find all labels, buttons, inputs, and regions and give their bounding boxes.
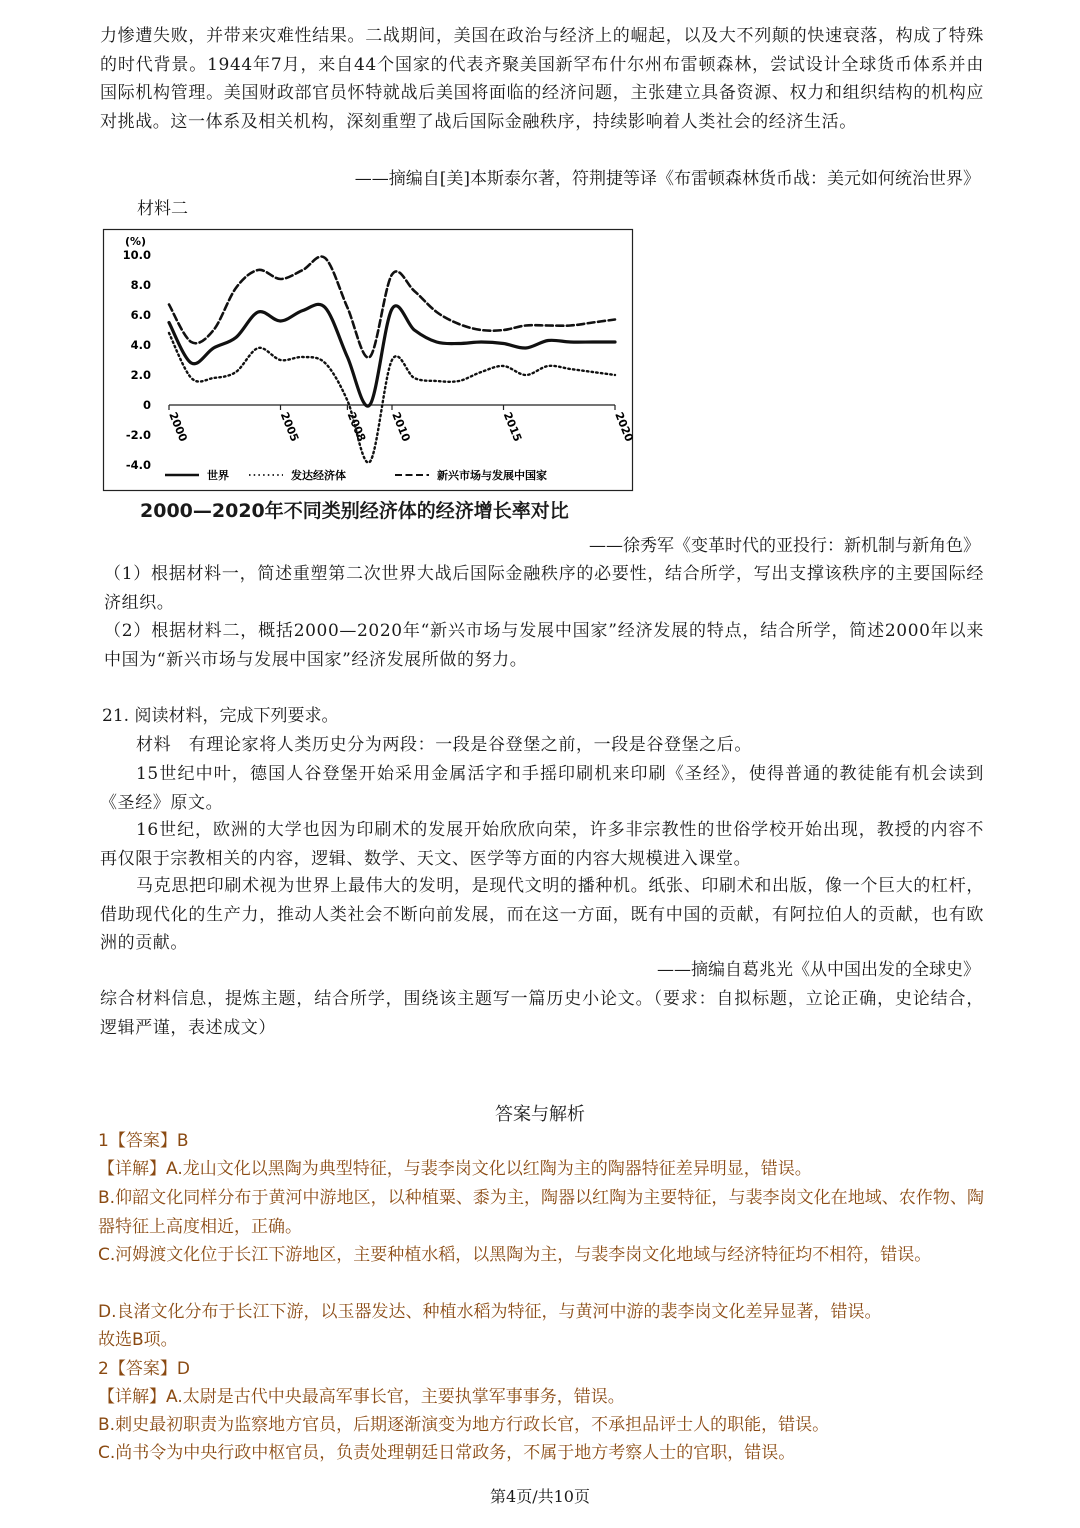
question-21-material-p3: 16世纪，欧洲的大学也因为印刷术的发展开始欣欣向荣，许多非宗教性的世俗学校开始出现，教授的内容不再仅限于宗教相关的内容，逻辑、数学、天文、医学等方面的内容大规模进入课堂。 <box>100 820 984 869</box>
page-footer: 第4页/共10页 <box>490 1487 590 1506</box>
y-tick-label: 4.0 <box>130 338 151 352</box>
answer-1-detail-a: 【详解】A.龙山文化以黑陶为典型特征，与裴李岗文化以红陶为主的陶器特征差异明显，错误。 <box>98 1159 812 1179</box>
legend-label-0: 世界 <box>207 469 229 482</box>
answers-title: 答案与解析 <box>495 1104 585 1125</box>
answer-2-head: 2【答案】D <box>98 1359 190 1379</box>
legend-label-2: 新兴市场与发展中国家 <box>437 469 547 482</box>
y-tick-label: 2.0 <box>130 368 151 382</box>
y-tick-label: 10.0 <box>122 248 151 262</box>
answer-1-conclusion: 故选B项。 <box>98 1330 178 1350</box>
question-1: （1）根据材料一，简述重塑第二次世界大战后国际金融秩序的必要性，结合所学，写出支撑该秩序的主要国际经济组织。 <box>104 564 984 613</box>
question-21-material-p2: 15世纪中叶，德国人谷登堡开始采用金属活字和手摇印刷机来印刷《圣经》，使得普通的教徒能有机会读到《圣经》原文。 <box>100 764 984 813</box>
x-tick-label: 2000 <box>166 410 190 444</box>
x-tick-label: 2008 <box>344 410 369 444</box>
x-tick-label: 2005 <box>277 410 302 444</box>
question-2: （2）根据材料二，概括2000—2020年“新兴市场与发展中国家”经济发展的特点，结合所学，简述2000年以来中国为“新兴市场与发展中国家”经济发展所做的努力。 <box>104 621 984 670</box>
material1-source: ——摘编自[美]本斯泰尔著，符荆捷等译《布雷顿森林货币战：美元如何统治世界》 <box>354 169 980 189</box>
chart-frame <box>104 230 633 491</box>
x-tick-label: 2010 <box>389 410 413 444</box>
y-tick-label: -4.0 <box>125 458 151 472</box>
question-21-material-p1: 材料 有理论家将人类历史分为两段：一段是谷登堡之前，一段是谷登堡之后。 <box>136 735 752 755</box>
y-tick-label: 0 <box>142 398 151 412</box>
material2-source: ——徐秀军《变革时代的亚投行：新机制与新角色》 <box>589 536 980 556</box>
answer-1-option-d: D.良渚文化分布于长江下游，以玉器发达、种植水稻为特征，与黄河中游的裴李岗文化差异显著，错误。 <box>98 1302 882 1322</box>
y-tick-label: 6.0 <box>130 308 151 322</box>
y-axis-unit: (%) <box>125 235 147 248</box>
answer-1-option-c: C.河姆渡文化位于长江下游地区，主要种植水稻，以黑陶为主，与裴李岗文化地域与经济特征均不相符，错误。 <box>98 1245 932 1265</box>
answer-1-option-b: B.仰韶文化同样分布于黄河中游地区，以种植粟、黍为主，陶器以红陶为主要特征，与裴李岗文化在地域、农作物、陶器特征上高度相近，正确。 <box>98 1188 984 1237</box>
question-21-source: ——摘编自葛兆光《从中国出发的全球史》 <box>657 960 980 980</box>
y-tick-label: 8.0 <box>130 278 151 292</box>
answer-1-head: 1【答案】B <box>98 1131 189 1151</box>
answer-2-option-c: C.尚书令为中央行政中枢官员，负责处理朝廷日常政务，不属于地方考察人士的官职，错误。 <box>98 1443 796 1463</box>
answer-2-detail-a: 【详解】A.太尉是古代中央最高军事长官，主要执掌军事事务，错误。 <box>98 1387 625 1407</box>
x-tick-label: 2020 <box>612 410 636 444</box>
y-tick-label: -2.0 <box>125 428 151 442</box>
question-21-task: 综合材料信息，提炼主题，结合所学，围绕该主题写一篇历史小论文。（要求：自拟标题，立论正确，史论结合，逻辑严谨，表述成文） <box>100 989 984 1038</box>
question-21-material-p4: 马克思把印刷术视为世界上最伟大的发明，是现代文明的播种机。纸张、印刷术和出版，像一个巨大的杠杆，借助现代化的生产力，推动人类社会不断向前发展，而在这一方面，既有中国的贡献，有阿拉伯人的贡献，也有欧洲的贡献。 <box>100 876 984 953</box>
material1-text: 力惨遭失败，并带来灾难性结果。二战期间，美国在政治与经济上的崛起，以及大不列颠的快速衰落，构成了特殊的时代背景。1944年7月，来自44个国家的代表齐聚美国新罕布什尔州布雷顿森林，尝试设计全球货币体系并由国际机构管理。美国财政部官员怀特就战后美国将面临的经济问题，主张建立具备资源、权力和组织结构的机构应对挑战。这一体系及相关机构，深刻重塑了战后国际金融秩序，持续影响着人类社会的经济生活。 <box>100 26 984 132</box>
growth-rate-chart <box>103 229 636 491</box>
chart-title: 2000—2020年不同类别经济体的经济增长率对比 <box>140 500 569 522</box>
answer-2-option-b: B.刺史最初职责为监察地方官员，后期逐渐演变为地方行政长官，不承担品评士人的职能，错误。 <box>98 1415 830 1435</box>
material2-label: 材料二 <box>137 199 188 219</box>
x-tick-label: 2015 <box>500 410 525 444</box>
question-21-head: 21. 阅读材料，完成下列要求。 <box>102 706 339 726</box>
legend-label-1: 发达经济体 <box>291 469 346 482</box>
